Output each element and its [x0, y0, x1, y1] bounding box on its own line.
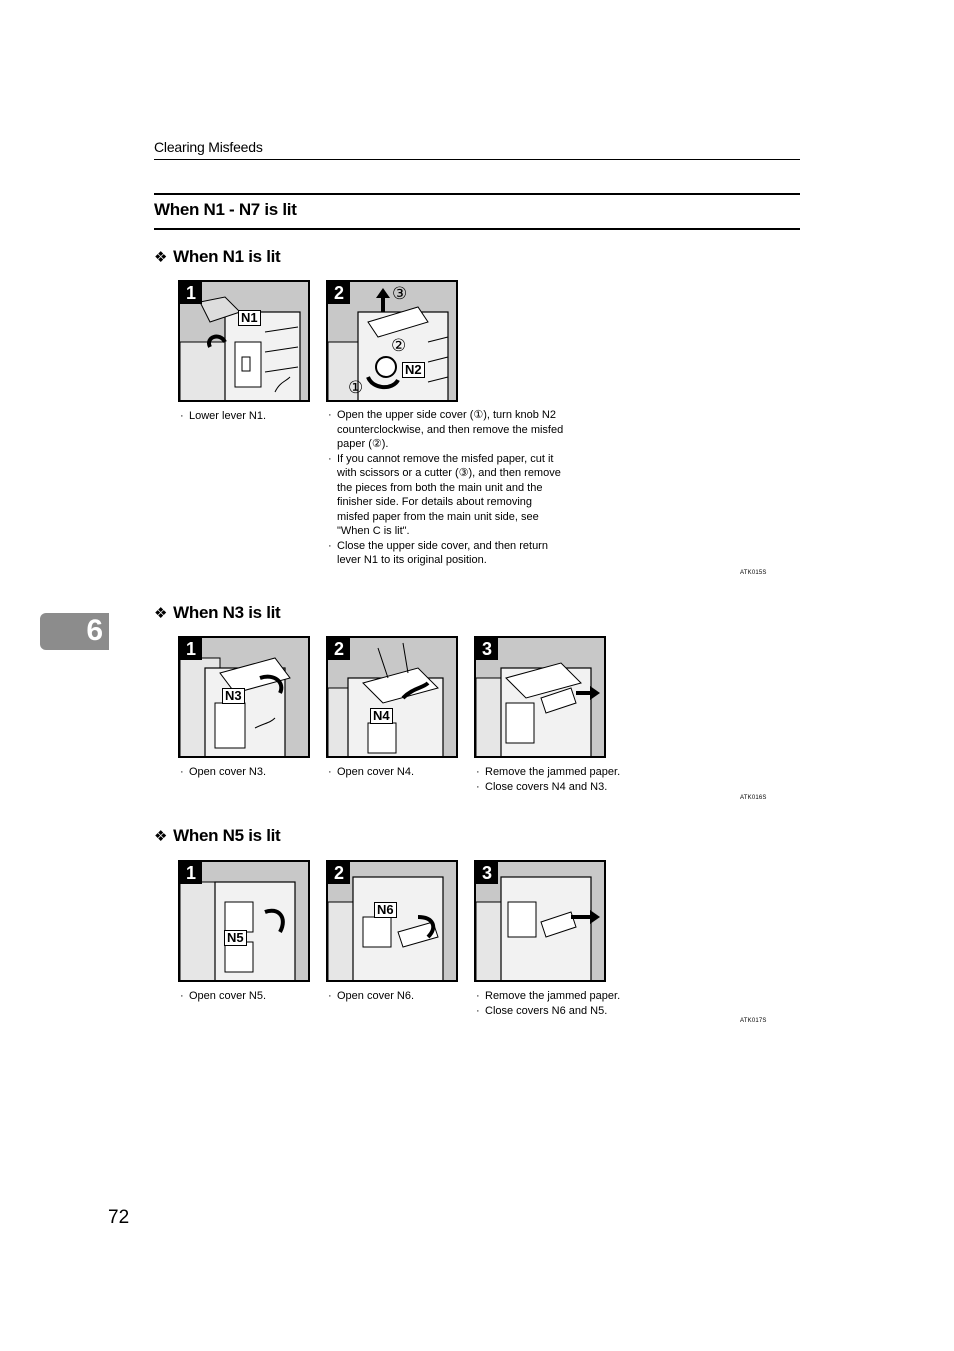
step-number: 3: [476, 862, 498, 884]
step-illustration-n3-2: [326, 636, 458, 758]
step-illustration-n1-2: [326, 280, 458, 402]
callout-label: N2: [402, 362, 425, 378]
callout-label: N6: [374, 902, 397, 918]
step-caption: [326, 408, 564, 568]
caption-line: · Close covers N4 and N3.: [474, 780, 714, 795]
circled-number-3: ③: [392, 284, 408, 303]
step-illustration-n3-1: [178, 636, 310, 758]
step-caption: [474, 989, 714, 1018]
step-number: 1: [180, 638, 202, 660]
caption-line: · Open the upper side cover (①), turn knob N2 counterclockwise, and then remove the misfed paper (②).: [326, 408, 564, 452]
step-number: 1: [180, 282, 202, 304]
callout-label: N3: [222, 688, 245, 704]
step-illustration-n3-3: [474, 636, 606, 758]
diamond-flower-icon: ❖: [154, 828, 168, 845]
step-number: 1: [180, 862, 202, 884]
header-rule: [154, 159, 800, 160]
page-number: 72: [108, 1207, 130, 1228]
caption-line: · Remove the jammed paper.: [474, 989, 714, 1004]
caption-line: · Open cover N4.: [326, 765, 566, 780]
subsection-title-n1: ❖ When N1 is lit: [154, 247, 281, 266]
step-number: 2: [328, 862, 350, 884]
step-illustration-n1-1: [178, 280, 310, 402]
subsection-title-n3: ❖ When N3 is lit: [154, 603, 281, 622]
caption-line: · Lower lever N1.: [178, 409, 418, 424]
chapter-tab: [40, 613, 109, 650]
callout-label: N5: [224, 930, 247, 946]
circled-number-2: ②: [391, 336, 407, 355]
diamond-flower-icon: ❖: [154, 605, 168, 622]
section-top-rule: [154, 193, 800, 195]
running-header: Clearing Misfeeds: [154, 139, 263, 155]
callout-label: N4: [370, 708, 393, 724]
circled-number-1: ①: [348, 378, 364, 397]
caption-line: · Close the upper side cover, and then return lever N1 to its original position.: [326, 539, 564, 568]
chapter-number: 6: [86, 614, 103, 647]
section-title: When N1 - N7 is lit: [154, 200, 297, 219]
figure-code: ATK015S: [740, 570, 767, 576]
figure-code: ATK017S: [740, 1018, 767, 1024]
step-illustration-n5-1: [178, 860, 310, 982]
step-illustration-n5-3: [474, 860, 606, 982]
caption-line: · Close covers N6 and N5.: [474, 1004, 714, 1019]
caption-line: · Remove the jammed paper.: [474, 765, 714, 780]
step-number: 2: [328, 638, 350, 660]
step-caption: [474, 765, 714, 794]
caption-line: · Open cover N6.: [326, 989, 566, 1004]
diamond-flower-icon: ❖: [154, 249, 168, 266]
figure-code: ATK016S: [740, 795, 767, 801]
step-number: 2: [328, 282, 350, 304]
caption-line: · Open cover N3.: [178, 765, 418, 780]
step-illustration-n5-2: [326, 860, 458, 982]
subsection-title-n5: ❖ When N5 is lit: [154, 826, 281, 845]
section-bottom-rule: [154, 228, 800, 230]
caption-line: · If you cannot remove the misfed paper, cut it with scissors or a cutter (③), and then remove the pieces from both the main unit and the finisher side. For details about removing misfed paper from the main unit side, see "When C is lit".: [326, 452, 564, 539]
caption-line: · Open cover N5.: [178, 989, 418, 1004]
callout-label: N1: [238, 310, 261, 326]
step-number: 3: [476, 638, 498, 660]
